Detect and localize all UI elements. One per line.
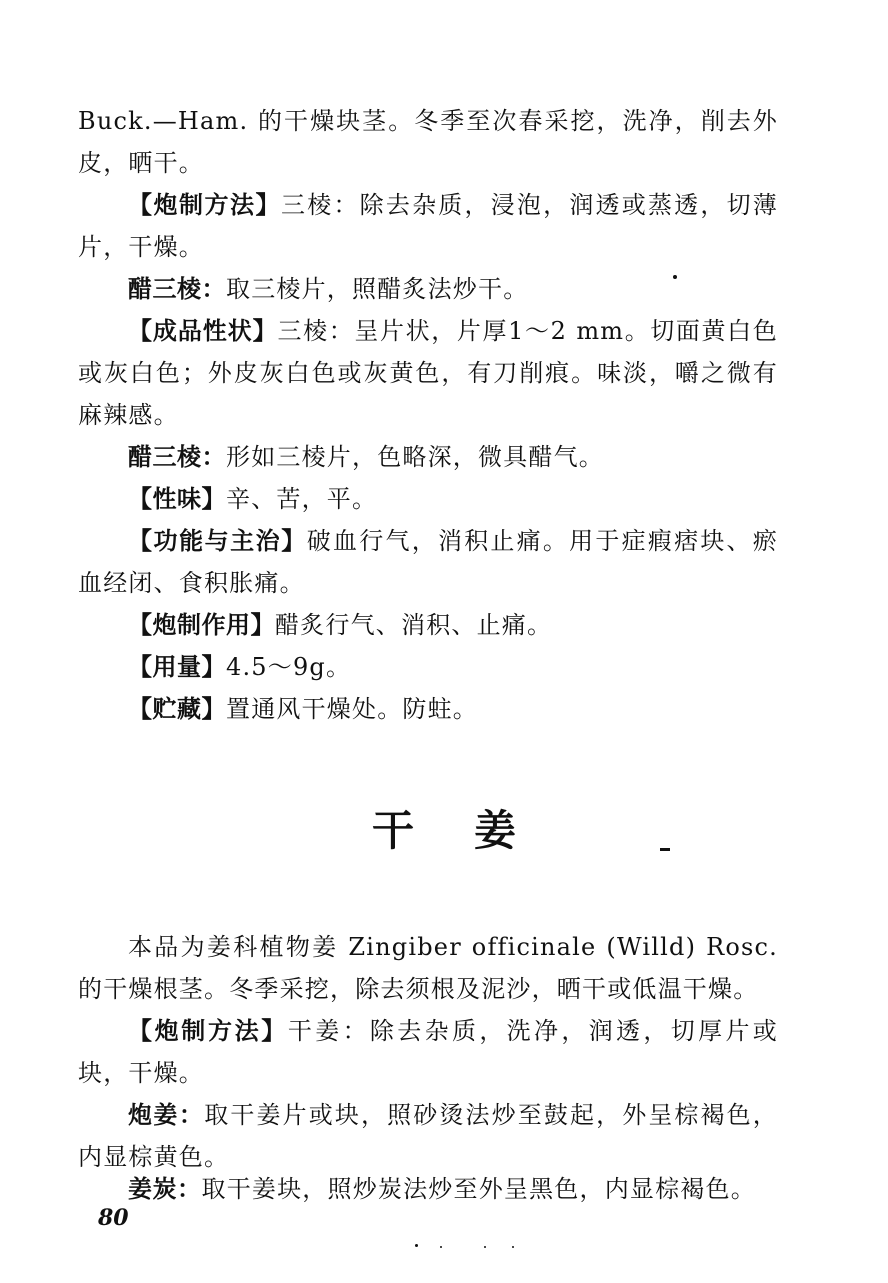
ginger-processing-heading: 【炮制方法】	[128, 1017, 288, 1045]
dosage-text: 4.5～9g。	[226, 653, 352, 681]
ginger-charcoal-label: 姜炭：	[128, 1175, 202, 1203]
processing-effect-paragraph	[78, 604, 778, 646]
ginger-charcoal-paragraph	[78, 1168, 778, 1210]
entry-title-char-2: 姜	[474, 806, 517, 855]
processing-method-text: 三棱：除去杂质，浸泡，润透或蒸透，切薄片，干燥。	[78, 191, 778, 261]
pao-ginger-paragraph	[78, 1094, 778, 1178]
scan-speck	[440, 1246, 442, 1248]
product-character-paragraph	[78, 310, 778, 436]
function-heading: 【功能与主治】	[128, 527, 307, 555]
vinegar-processing-text: 取三棱片，照醋炙法炒干。	[226, 275, 529, 303]
taste-text: 辛、苦，平。	[226, 485, 378, 513]
scan-mark	[660, 848, 670, 851]
processing-effect-text: 醋炙行气、消积、止痛。	[275, 611, 553, 639]
dosage-paragraph	[78, 646, 778, 688]
taste-paragraph	[78, 478, 778, 520]
storage-heading: 【贮藏】	[128, 695, 226, 723]
scan-speck	[512, 1246, 514, 1248]
scan-speck	[484, 1246, 486, 1248]
scan-speck	[673, 275, 677, 279]
function-paragraph	[78, 520, 778, 604]
entry-introduction: 本品为姜科植物姜 Zingiber officinale (Willd) Rosc. 的干燥根茎。冬季采挖，除去须根及泥沙，晒干或低温干燥。	[78, 933, 778, 1003]
page-number: 80	[98, 1205, 129, 1231]
storage-paragraph	[78, 688, 778, 730]
processing-method-paragraph	[78, 184, 778, 268]
ginger-processing-paragraph	[78, 1010, 778, 1094]
ginger-processing-text: 干姜：除去杂质，洗净，润透，切厚片或块，干燥。	[78, 1017, 778, 1087]
function-text: 破血行气，消积止痛。用于症瘕痞块、瘀血经闭、食积胀痛。	[78, 527, 778, 597]
vinegar-product-label: 醋三棱：	[128, 443, 226, 471]
pao-ginger-text: 取干姜片或块，照砂烫法炒至鼓起，外呈棕褐色，内显棕黄色。	[78, 1101, 778, 1171]
taste-heading: 【性味】	[128, 485, 226, 513]
vinegar-product-text: 形如三棱片，色略深，微具醋气。	[226, 443, 604, 471]
entry-title	[0, 798, 888, 858]
entry-title-char-1: 干	[371, 806, 414, 855]
ginger-charcoal-text: 取干姜块，照炒炭法炒至外呈黑色，内显棕褐色。	[201, 1175, 756, 1203]
dosage-heading: 【用量】	[128, 653, 226, 681]
processing-effect-heading: 【炮制作用】	[128, 611, 275, 639]
scan-speck	[415, 1244, 418, 1247]
vinegar-product-paragraph	[78, 436, 778, 478]
vinegar-processing-label: 醋三棱：	[128, 275, 226, 303]
product-character-text: 三棱：呈片状，片厚1～2 mm。切面黄白色或灰白色；外皮灰白色或灰黄色，有刀削痕。味淡，嚼之微有麻辣感。	[78, 317, 778, 429]
product-character-heading: 【成品性状】	[128, 317, 278, 345]
processing-method-heading: 【炮制方法】	[128, 191, 282, 219]
pao-ginger-label: 炮姜：	[128, 1101, 205, 1129]
storage-text: 置通风干燥处。防蛀。	[226, 695, 478, 723]
source-description: Buck.—Ham. 的干燥块茎。冬季至次春采挖，洗净，削去外皮，晒干。	[78, 107, 778, 177]
